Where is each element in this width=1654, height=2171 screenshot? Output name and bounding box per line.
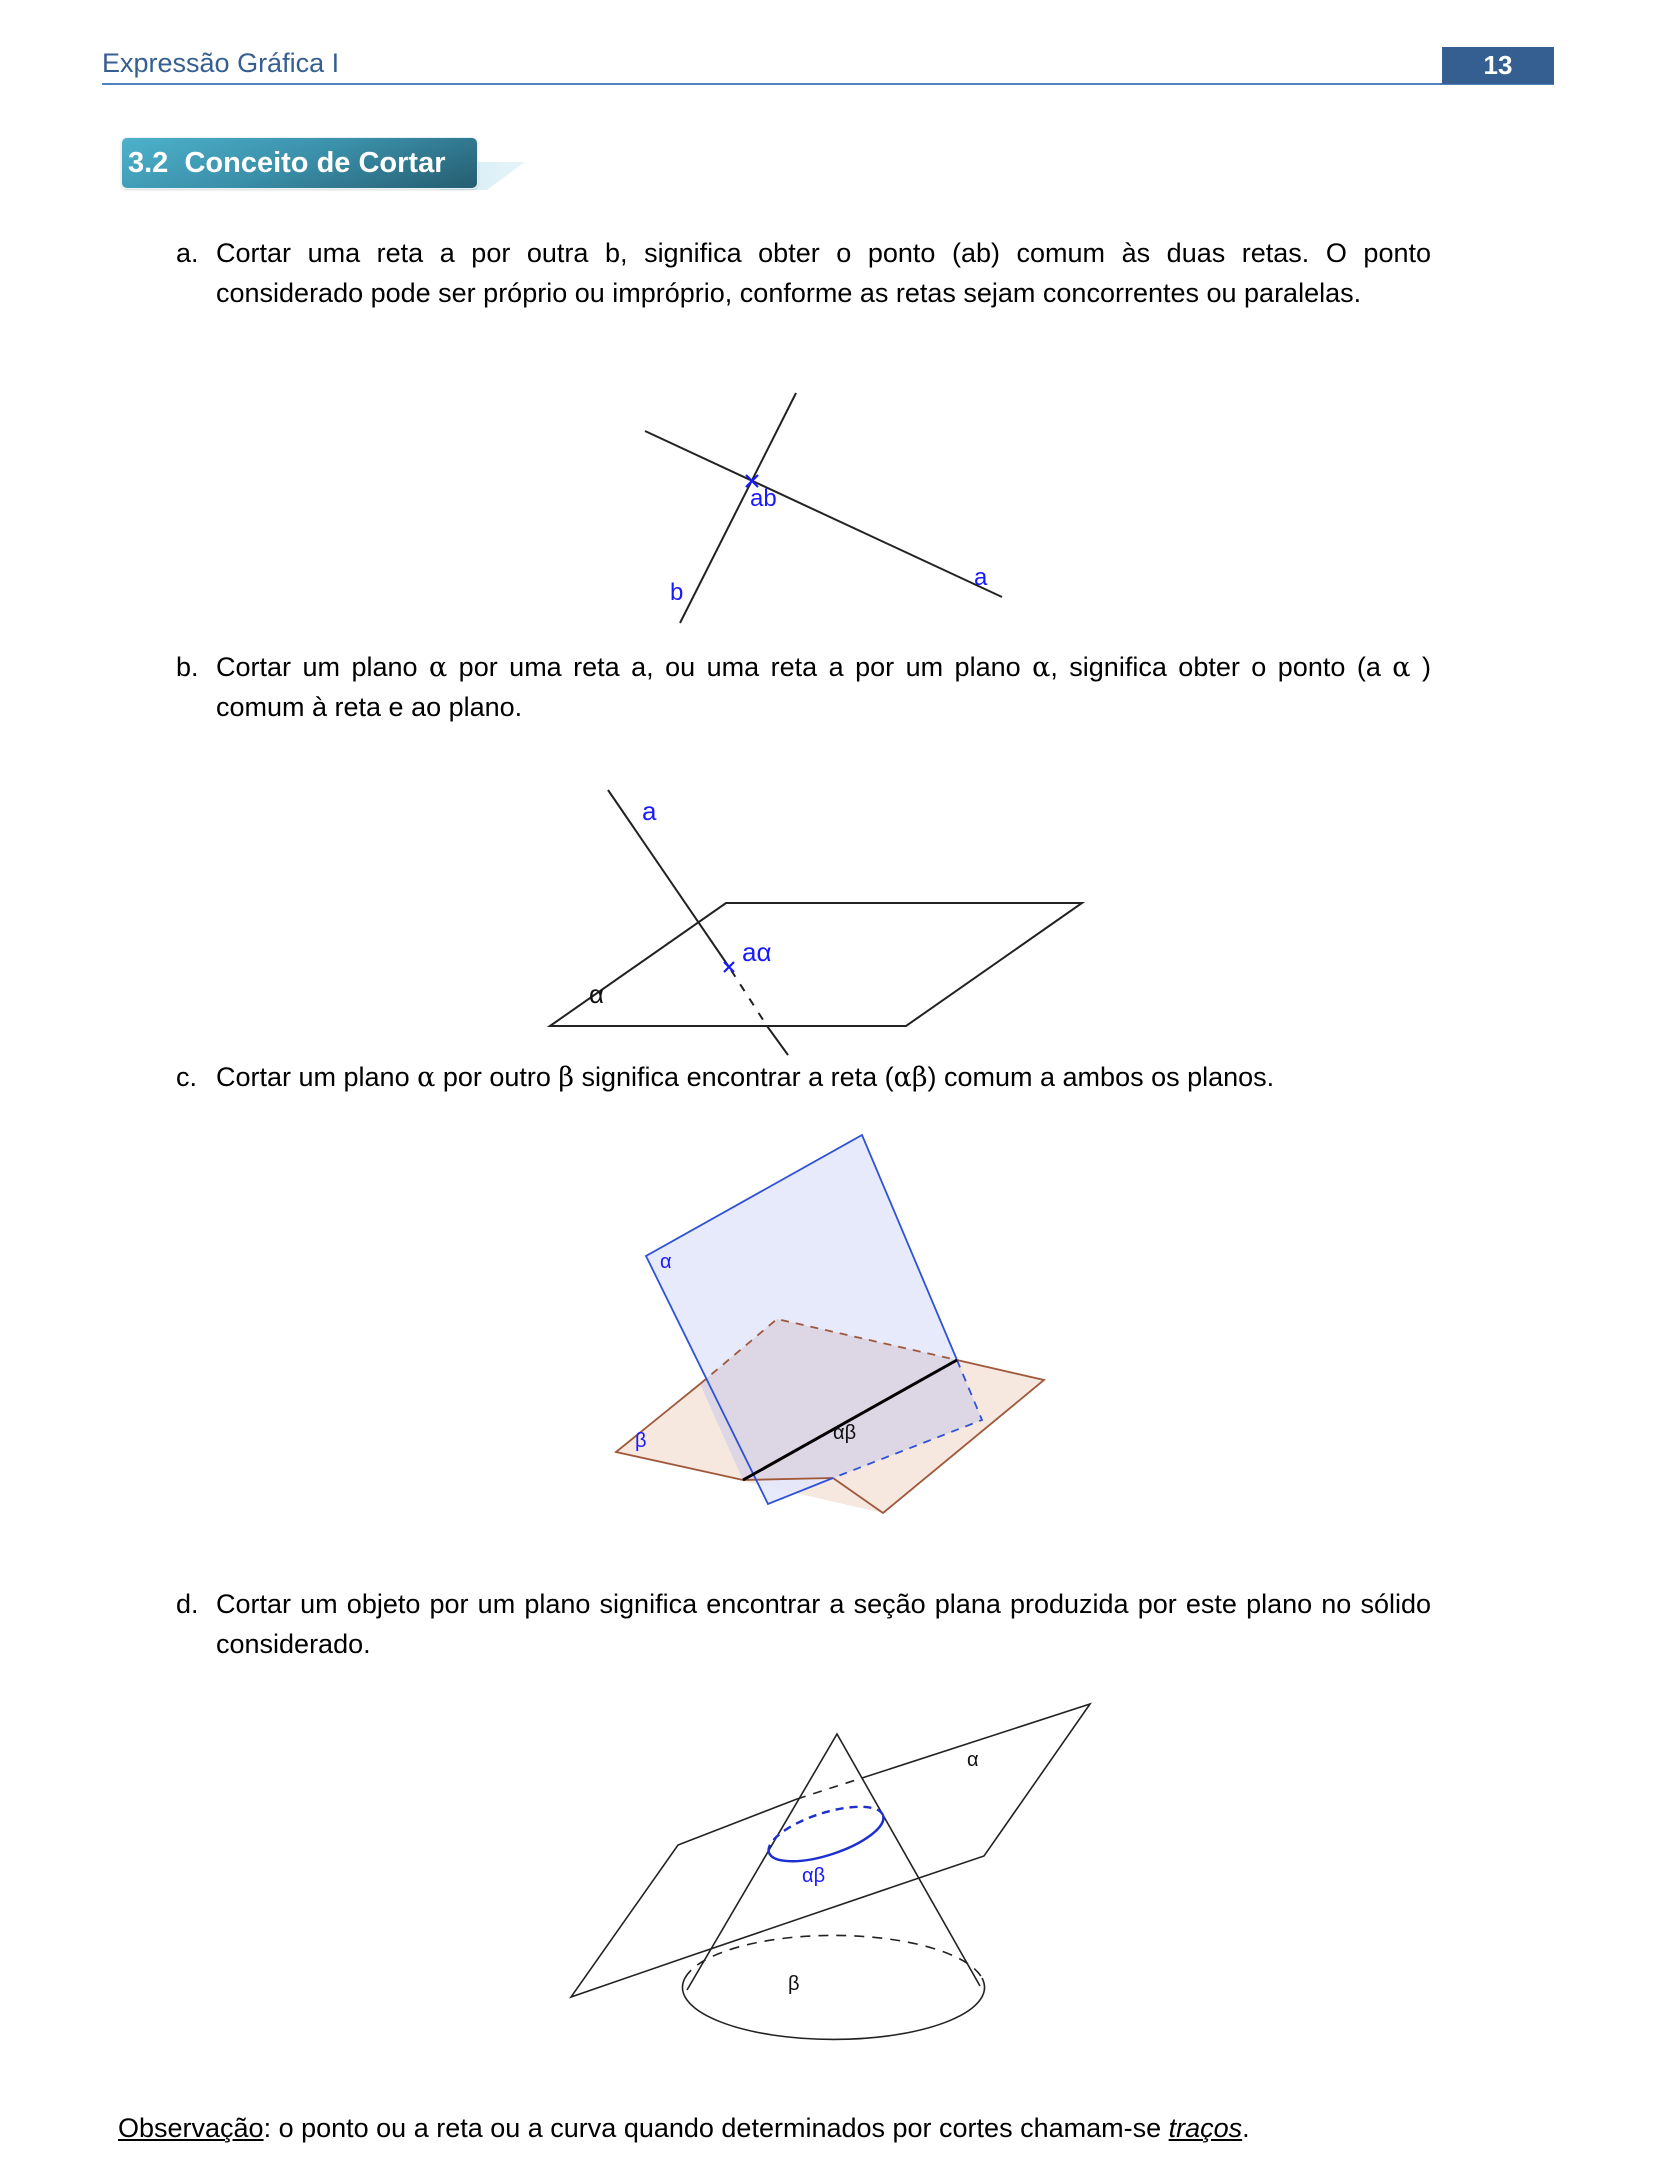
label-alpha: α [589, 979, 605, 1009]
label-alpha-beta: αβ [833, 1422, 857, 1444]
greek-symbol: α [417, 1062, 436, 1093]
label-ab: ab [750, 485, 777, 512]
cone-sides [687, 1734, 980, 1990]
text-run: ) comum à reta e ao plano. [216, 652, 1431, 722]
label-b: b [670, 579, 684, 606]
plane-alpha-edge [862, 1704, 1090, 1879]
greek-symbol: αβ [893, 1062, 928, 1093]
list-marker: a. [176, 238, 199, 268]
label-a: a [974, 564, 988, 591]
observation-note [118, 2108, 1250, 2148]
label-a-alpha: aα [742, 937, 772, 967]
greek-symbol: α [428, 652, 448, 683]
page-number-badge: 13 [1442, 47, 1554, 84]
section-hidden-arc [762, 1795, 883, 1852]
greek-symbol: β [558, 1062, 575, 1093]
note-label: Observação [118, 2113, 264, 2143]
text-run: por uma reta a, ou uma reta a por um plano [447, 652, 1033, 682]
list-marker: d. [176, 1589, 199, 1619]
section-visible-arc [769, 1815, 890, 1872]
note-end: . [1242, 2113, 1250, 2143]
section-title: Conceito de Cortar [184, 147, 446, 179]
list-marker: c. [176, 1062, 198, 1092]
note-text: : o ponto ou a reta ou a curva quando determinados por cortes chamam-se [263, 2113, 1169, 2143]
greek-symbol: α [1392, 652, 1411, 683]
greek-symbol: α [1032, 652, 1051, 683]
cone-base-visible-arc [683, 1978, 985, 2039]
label-beta: β [635, 1430, 647, 1452]
plane-alpha-front-edge [687, 1879, 916, 1957]
running-header-title: Expressão Gráfica I [102, 48, 340, 78]
section-curve [762, 1795, 889, 1872]
text-run: significa encontrar a reta ( [574, 1062, 894, 1092]
text-run: por outro [435, 1062, 559, 1092]
label-beta: β [788, 1973, 800, 1995]
label-a: a [642, 796, 657, 826]
plane-alpha-hidden-edge [797, 1778, 862, 1799]
text-run: ) comum a ambos os planos. [927, 1062, 1275, 1092]
section-number: 3.2 [128, 147, 169, 179]
list-marker: b. [176, 652, 199, 682]
note-term: traços [1168, 2113, 1243, 2143]
text-run: Cortar um plano [216, 1062, 418, 1092]
text-run: , significa obter o ponto (a [1050, 652, 1393, 682]
text-run: Cortar um plano [216, 652, 429, 682]
label-alpha: α [660, 1251, 672, 1273]
list-item-text: Cortar uma reta a por outra b, significa obter o ponto (ab) comum às duas retas. O ponto considerado pode ser próprio ou impróprio, conforme as retas sejam concorrentes ou paralelas. [216, 238, 1431, 308]
list-item-text: Cortar um objeto por um plano significa encontrar a seção plana produzida por este plano no sólido considerado. [216, 1589, 1431, 1659]
plane-alpha-edge [571, 1799, 797, 1997]
label-alpha-beta: αβ [802, 1865, 826, 1887]
label-alpha: α [967, 1749, 979, 1771]
